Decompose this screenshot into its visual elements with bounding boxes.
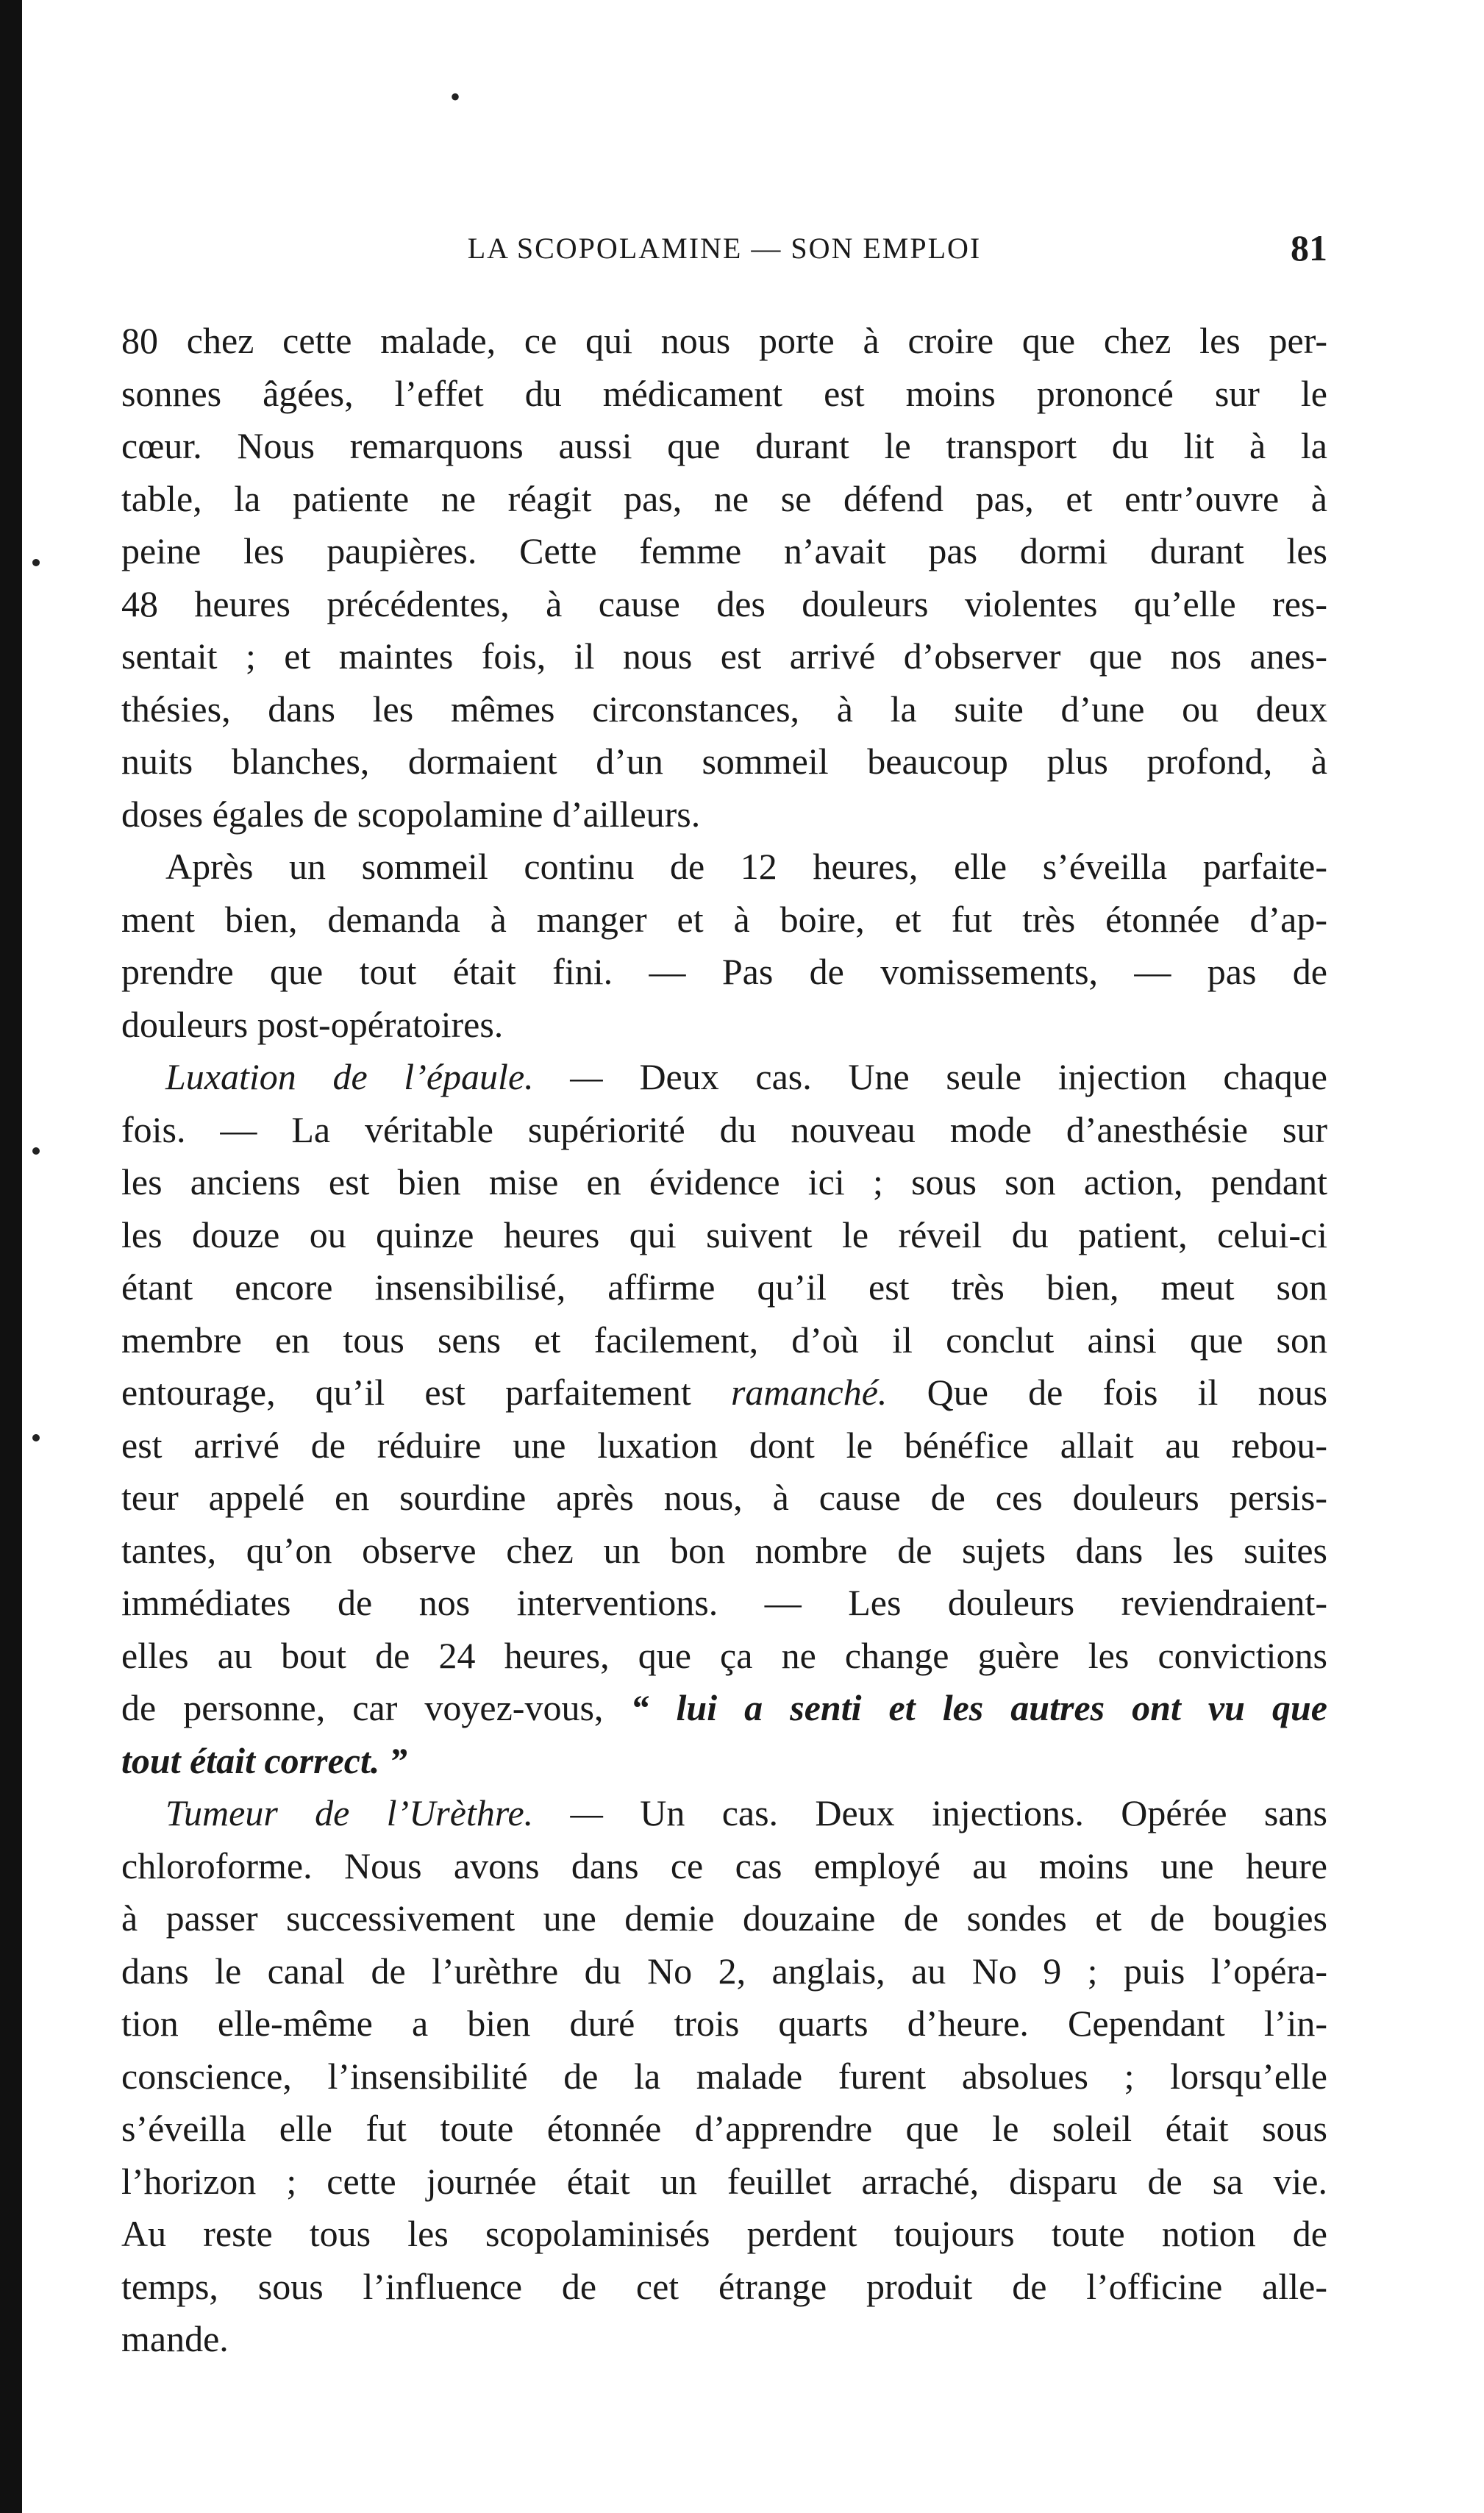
text-line (121, 1366, 1327, 1419)
text-line: membre en tous sens et facilement, d’où il conclut ainsi que son (121, 1319, 1327, 1361)
scan-speck (32, 559, 40, 566)
text-line: l’horizon ; cette journée était un feuillet arraché, disparu de sa vie. (121, 2160, 1327, 2202)
text-line: nuits blanches, dormaient d’un sommeil beaucoup plus profond, à (121, 741, 1327, 782)
text-line: sentait ; et maintes fois, il nous est arrivé d’observer que nos anes- (121, 635, 1327, 677)
text-line (121, 1682, 1327, 1735)
text-line: tantes, qu’on observe chez un bon nombre de sujets dans les suites (121, 1529, 1327, 1571)
text-line (121, 1051, 1327, 1104)
text-span: entourage, qu’il est parfaitement (121, 1372, 691, 1413)
body-text (121, 315, 1327, 2366)
scan-speck (32, 1434, 40, 1441)
text-line: ment bien, demanda à manger et à boire, et fut très étonnée d’ap- (121, 898, 1327, 940)
text-span: de personne, car voyez-vous, (121, 1687, 604, 1728)
text-line: dans le canal de l’urèthre du No 2, anglais, au No 9 ; puis l’opéra- (121, 1950, 1327, 1992)
text-line: sonnes âgées, l’effet du médicament est moins prononcé sur le (121, 372, 1327, 414)
page-header (121, 227, 1327, 285)
text-line: conscience, l’insensibilité de la malade furent absolues ; lorsqu’elle (121, 2055, 1327, 2097)
page-edge-shadow (0, 0, 22, 2513)
section-heading-luxation: Luxation de l’épaule. — (165, 1056, 603, 1097)
quote-span: “ lui a senti et les autres ont vu que (630, 1687, 1327, 1728)
ornament: • (450, 80, 461, 113)
text-line: peine les paupières. Cette femme n’avait pas dormi durant les (121, 530, 1327, 571)
text-line (121, 1735, 1327, 1788)
text-line: les anciens est bien mise en évidence ici ; sous son action, pendant (121, 1161, 1327, 1202)
text-line: elles au bout de 24 heures, que ça ne change guère les convictions (121, 1634, 1327, 1676)
scan-speck (32, 1147, 40, 1155)
text-line: mande. (121, 2318, 229, 2359)
text-span: Un cas. Deux injections. Opérée sans (640, 1792, 1327, 1833)
text-line: prendre que tout était fini. — Pas de vomissements, — pas de (121, 951, 1327, 992)
text-line: teur appelé en sourdine après nous, à cause de ces douleurs persis- (121, 1477, 1327, 1518)
text-line (121, 1787, 1327, 1840)
text-line: chloroforme. Nous avons dans ce cas employé au moins une heure (121, 1844, 1327, 1886)
text-line: tion elle-même a bien duré trois quarts d’heure. Cependant l’in- (121, 2003, 1327, 2044)
page-number: 81 (1291, 227, 1327, 268)
section-heading-tumeur: Tumeur de l’Urèthre. — (165, 1792, 603, 1833)
text-line: thésies, dans les mêmes circonstances, à la suite d’une ou deux (121, 688, 1327, 730)
text-line: immédiates de nos interventions. — Les douleurs reviendraient- (121, 1582, 1327, 1623)
text-line: temps, sous l’influence de cet étrange produit de l’officine alle- (121, 2265, 1327, 2307)
text-line: Au reste tous les scopolaminisés perdent toujours toute notion de (121, 2213, 1327, 2254)
text-line: fois. — La véritable supériorité du nouveau mode d’anesthésie sur (121, 1108, 1327, 1150)
text-line: 48 heures précédentes, à cause des douleurs violentes qu’elle res- (121, 582, 1327, 624)
text-line: étant encore insensibilisé, affirme qu’il est très bien, meut son (121, 1266, 1327, 1308)
text-line: doses égales de scopolamine d’ailleurs. (121, 793, 701, 835)
text-span: Que de fois il nous (927, 1372, 1327, 1413)
text-line: 80 chez cette malade, ce qui nous porte à croire que chez les per- (121, 320, 1327, 361)
text-line: cœur. Nous remarquons aussi que durant le transport du lit à la (121, 425, 1327, 466)
text-line: est arrivé de réduire une luxation dont le bénéfice allait au rebou- (121, 1424, 1327, 1466)
text-line: table, la patiente ne réagit pas, ne se défend pas, et entr’ouvre à (121, 477, 1327, 519)
text-line: Après un sommeil continu de 12 heures, elle s’éveilla parfaite- (165, 846, 1327, 887)
text-line: les douze ou quinze heures qui suivent le réveil du patient, celui-ci (121, 1213, 1327, 1255)
text-line: à passer successivement une demie douzaine de sondes et de bougies (121, 1897, 1327, 1939)
text-span: Deux cas. Une seule injection chaque (639, 1056, 1327, 1097)
running-head: LA SCOPOLAMINE — SON EMPLOI (467, 232, 982, 265)
quote-span: tout était correct. ” (121, 1739, 407, 1781)
text-line: douleurs post-opératoires. (121, 1003, 504, 1045)
emphasis-ramanche: ramanché. (730, 1372, 888, 1413)
text-line: s’éveilla elle fut toute étonnée d’apprendre que le soleil était sous (121, 2108, 1327, 2149)
